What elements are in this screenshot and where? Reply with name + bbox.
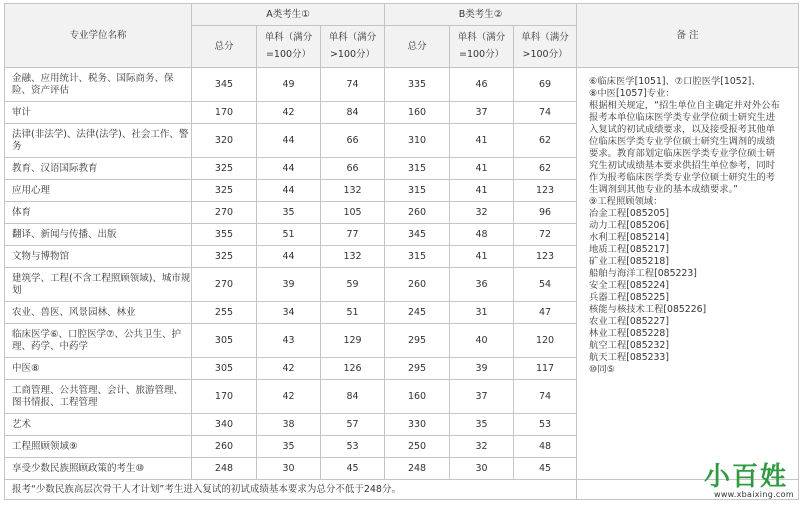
remarks-line: 兵器工程[085225] bbox=[589, 292, 669, 303]
major-name-cell: 中医⑧ bbox=[5, 358, 192, 380]
score-b-total-cell: 260 bbox=[385, 202, 450, 224]
score-a-total-cell: 305 bbox=[192, 358, 257, 380]
major-name-cell: 金融、应用统计、税务、国际商务、保险、资产评估 bbox=[5, 68, 192, 102]
watermark-char: 百 bbox=[732, 462, 759, 492]
remarks-line: 矿业工程[085218] bbox=[589, 256, 669, 267]
score-b-single-100-cell: 35 bbox=[450, 414, 514, 436]
score-a-single-gt100-cell: 105 bbox=[321, 202, 385, 224]
score-table bbox=[4, 3, 799, 500]
score-b-single-100-cell: 46 bbox=[450, 68, 514, 102]
score-a-single-gt100-cell: 84 bbox=[321, 102, 385, 124]
score-b-single-100-cell: 36 bbox=[450, 268, 514, 302]
remarks-line: ⑧中医[1057]专业： bbox=[589, 88, 675, 99]
score-b-total-cell: 248 bbox=[385, 458, 450, 480]
score-a-single-100-cell: 44 bbox=[257, 124, 321, 158]
score-b-single-100-cell: 30 bbox=[450, 458, 514, 480]
remarks-line: 航天工程[085233] bbox=[589, 352, 669, 363]
score-b-single-gt100-cell: 123 bbox=[514, 246, 577, 268]
score-b-single-100-cell: 31 bbox=[450, 302, 514, 324]
score-a-total-cell: 345 bbox=[192, 68, 257, 102]
score-a-single-100-cell: 44 bbox=[257, 180, 321, 202]
score-a-total-cell: 355 bbox=[192, 224, 257, 246]
major-name-cell: 艺术 bbox=[5, 414, 192, 436]
remarks-line: 水利工程[085214] bbox=[589, 232, 669, 243]
score-a-single-gt100-cell: 59 bbox=[321, 268, 385, 302]
score-a-total-cell: 340 bbox=[192, 414, 257, 436]
major-name-cell: 农业、兽医、风景园林、林业 bbox=[5, 302, 192, 324]
score-a-single-100-cell: 49 bbox=[257, 68, 321, 102]
score-a-total-cell: 170 bbox=[192, 380, 257, 414]
score-a-total-cell: 325 bbox=[192, 180, 257, 202]
remarks-line: 核能与核技术工程[085226] bbox=[589, 304, 707, 315]
score-b-single-100-cell: 37 bbox=[450, 102, 514, 124]
score-a-total-cell: 270 bbox=[192, 268, 257, 302]
header-group-b: B类考生② bbox=[385, 4, 577, 26]
major-name-cell: 建筑学、工程(不含工程照顾领域)、城市规划 bbox=[5, 268, 192, 302]
score-b-single-100-cell: 41 bbox=[450, 158, 514, 180]
score-b-total-cell: 315 bbox=[385, 180, 450, 202]
score-b-single-gt100-cell: 48 bbox=[514, 436, 577, 458]
score-b-total-cell: 330 bbox=[385, 414, 450, 436]
remarks-line: 要求。教育部划定临床医学类专业学位硕士研 bbox=[589, 148, 775, 159]
major-name-cell: 体育 bbox=[5, 202, 192, 224]
score-b-single-gt100-cell: 62 bbox=[514, 124, 577, 158]
score-a-total-cell: 320 bbox=[192, 124, 257, 158]
score-b-single-gt100-cell: 45 bbox=[514, 458, 577, 480]
score-b-single-gt100-cell: 96 bbox=[514, 202, 577, 224]
score-b-total-cell: 295 bbox=[385, 358, 450, 380]
score-a-single-gt100-cell: 53 bbox=[321, 436, 385, 458]
score-a-single-gt100-cell: 51 bbox=[321, 302, 385, 324]
score-a-single-100-cell: 35 bbox=[257, 436, 321, 458]
remarks-line: 动力工程[085206] bbox=[589, 220, 669, 231]
score-a-single-gt100-cell: 84 bbox=[321, 380, 385, 414]
major-name-cell: 翻译、新闻与传播、出版 bbox=[5, 224, 192, 246]
major-name-cell: 享受少数民族照顾政策的考生⑩ bbox=[5, 458, 192, 480]
score-b-single-100-cell: 41 bbox=[450, 180, 514, 202]
score-a-single-100-cell: 44 bbox=[257, 246, 321, 268]
score-a-single-100-cell: 42 bbox=[257, 102, 321, 124]
remarks-line: 地质工程[085217] bbox=[589, 244, 669, 255]
remarks-line: 究生初试成绩基本要求供招生单位参考，同时 bbox=[589, 160, 775, 171]
score-a-total-cell: 260 bbox=[192, 436, 257, 458]
watermark-char: 小 bbox=[704, 462, 731, 492]
watermark-url: www.xbaixing.com bbox=[714, 490, 794, 499]
remarks-line: 林业工程[085228] bbox=[589, 328, 669, 339]
remarks-line: ⑩同⑤ bbox=[589, 364, 616, 375]
score-b-single-100-cell: 32 bbox=[450, 202, 514, 224]
score-a-single-gt100-cell: 132 bbox=[321, 180, 385, 202]
score-b-single-gt100-cell: 47 bbox=[514, 302, 577, 324]
score-b-total-cell: 250 bbox=[385, 436, 450, 458]
score-b-single-100-cell: 32 bbox=[450, 436, 514, 458]
remarks-cell bbox=[577, 68, 799, 480]
score-b-single-100-cell: 41 bbox=[450, 124, 514, 158]
major-name-cell: 临床医学⑥、口腔医学⑦、公共卫生、护理、药学、中药学 bbox=[5, 324, 192, 358]
score-a-single-100-cell: 30 bbox=[257, 458, 321, 480]
header-major-name: 专业学位名称 bbox=[5, 4, 192, 68]
score-a-single-100-cell: 42 bbox=[257, 380, 321, 414]
remarks-line: 航空工程[085232] bbox=[589, 340, 669, 351]
header-a-total: 总分 bbox=[192, 26, 257, 68]
major-name-cell: 工商管理、公共管理、会计、旅游管理、图书情报、工程管理 bbox=[5, 380, 192, 414]
score-a-single-gt100-cell: 66 bbox=[321, 158, 385, 180]
remarks-line: 根据相关规定，“招生单位自主确定并对外公布 bbox=[589, 100, 780, 111]
remarks-line: 农业工程[085227] bbox=[589, 316, 669, 327]
score-b-single-gt100-cell: 74 bbox=[514, 380, 577, 414]
header-b-single-100: 单科（满分 =100分） bbox=[450, 26, 514, 68]
score-b-single-100-cell: 40 bbox=[450, 324, 514, 358]
score-b-total-cell: 315 bbox=[385, 246, 450, 268]
remarks-line: 报考本单位临床医学类专业学位硕士研究生进 bbox=[589, 112, 775, 123]
score-a-single-100-cell: 42 bbox=[257, 358, 321, 380]
score-a-single-100-cell: 43 bbox=[257, 324, 321, 358]
score-b-total-cell: 160 bbox=[385, 102, 450, 124]
score-a-single-100-cell: 35 bbox=[257, 202, 321, 224]
score-a-single-gt100-cell: 57 bbox=[321, 414, 385, 436]
score-a-total-cell: 248 bbox=[192, 458, 257, 480]
watermark-logo bbox=[690, 452, 798, 504]
score-b-single-gt100-cell: 120 bbox=[514, 324, 577, 358]
remarks-line: 冶金工程[085205] bbox=[589, 208, 669, 219]
score-a-single-100-cell: 51 bbox=[257, 224, 321, 246]
score-a-total-cell: 255 bbox=[192, 302, 257, 324]
score-b-single-gt100-cell: 117 bbox=[514, 358, 577, 380]
score-b-total-cell: 345 bbox=[385, 224, 450, 246]
score-b-total-cell: 310 bbox=[385, 124, 450, 158]
header-b-single-gt100: 单科（满分 >100分） bbox=[514, 26, 577, 68]
header-b-total: 总分 bbox=[385, 26, 450, 68]
remarks-line: 位临床医学类专业学位硕士研究生调剂的成绩 bbox=[589, 136, 775, 147]
major-name-cell: 文物与博物馆 bbox=[5, 246, 192, 268]
score-a-single-100-cell: 34 bbox=[257, 302, 321, 324]
score-b-single-gt100-cell: 53 bbox=[514, 414, 577, 436]
score-a-total-cell: 325 bbox=[192, 246, 257, 268]
major-name-cell: 审计 bbox=[5, 102, 192, 124]
score-a-total-cell: 325 bbox=[192, 158, 257, 180]
remarks-line: 安全工程[085224] bbox=[589, 280, 669, 291]
score-a-single-gt100-cell: 77 bbox=[321, 224, 385, 246]
score-b-total-cell: 245 bbox=[385, 302, 450, 324]
remarks-line: ⑥临床医学[1051]、⑦口腔医学[1052]、 bbox=[589, 76, 761, 87]
remarks-line: 船舶与海洋工程[085223] bbox=[589, 268, 697, 279]
remarks-line: ⑨工程照顾领域： bbox=[589, 196, 663, 207]
watermark-char: 姓 bbox=[760, 462, 787, 492]
score-a-single-100-cell: 39 bbox=[257, 268, 321, 302]
major-name-cell: 工程照顾领域⑨ bbox=[5, 436, 192, 458]
score-a-single-gt100-cell: 74 bbox=[321, 68, 385, 102]
score-b-single-gt100-cell: 123 bbox=[514, 180, 577, 202]
remarks-line: 入复试的初试成绩要求，以及接受报考其他单 bbox=[589, 124, 775, 135]
score-b-single-gt100-cell: 72 bbox=[514, 224, 577, 246]
score-b-single-gt100-cell: 54 bbox=[514, 268, 577, 302]
score-b-single-100-cell: 37 bbox=[450, 380, 514, 414]
header-a-single-gt100: 单科（满分 >100分） bbox=[321, 26, 385, 68]
remarks-line: 生调剂到其他专业的基本成绩要求。” bbox=[589, 184, 738, 195]
score-b-single-gt100-cell: 69 bbox=[514, 68, 577, 102]
major-name-cell: 法律(非法学)、法律(法学)、社会工作、警务 bbox=[5, 124, 192, 158]
score-a-single-gt100-cell: 129 bbox=[321, 324, 385, 358]
header-group-a: A类考生① bbox=[192, 4, 385, 26]
score-a-total-cell: 305 bbox=[192, 324, 257, 358]
score-b-total-cell: 335 bbox=[385, 68, 450, 102]
score-b-single-100-cell: 48 bbox=[450, 224, 514, 246]
footer-note: 报考“少数民族高层次骨干人才计划”考生进入复试的初试成绩基本要求为总分不低于248分。 bbox=[5, 480, 577, 500]
score-a-single-gt100-cell: 45 bbox=[321, 458, 385, 480]
score-a-single-gt100-cell: 132 bbox=[321, 246, 385, 268]
score-b-single-100-cell: 41 bbox=[450, 246, 514, 268]
header-remarks: 备 注 bbox=[577, 4, 799, 68]
score-b-single-gt100-cell: 74 bbox=[514, 102, 577, 124]
score-b-single-gt100-cell: 62 bbox=[514, 158, 577, 180]
header-a-single-100: 单科（满分 =100分） bbox=[257, 26, 321, 68]
score-a-single-gt100-cell: 126 bbox=[321, 358, 385, 380]
remarks-line: 作为报考临床医学类专业学位硕士研究生的考 bbox=[589, 172, 775, 183]
score-a-single-100-cell: 44 bbox=[257, 158, 321, 180]
score-b-total-cell: 315 bbox=[385, 158, 450, 180]
score-b-total-cell: 295 bbox=[385, 324, 450, 358]
score-b-total-cell: 160 bbox=[385, 380, 450, 414]
score-a-total-cell: 270 bbox=[192, 202, 257, 224]
score-a-single-gt100-cell: 66 bbox=[321, 124, 385, 158]
score-a-single-100-cell: 38 bbox=[257, 414, 321, 436]
table-row bbox=[5, 68, 799, 102]
score-b-single-100-cell: 39 bbox=[450, 358, 514, 380]
score-a-total-cell: 170 bbox=[192, 102, 257, 124]
score-b-total-cell: 260 bbox=[385, 268, 450, 302]
major-name-cell: 应用心理 bbox=[5, 180, 192, 202]
major-name-cell: 教育、汉语国际教育 bbox=[5, 158, 192, 180]
